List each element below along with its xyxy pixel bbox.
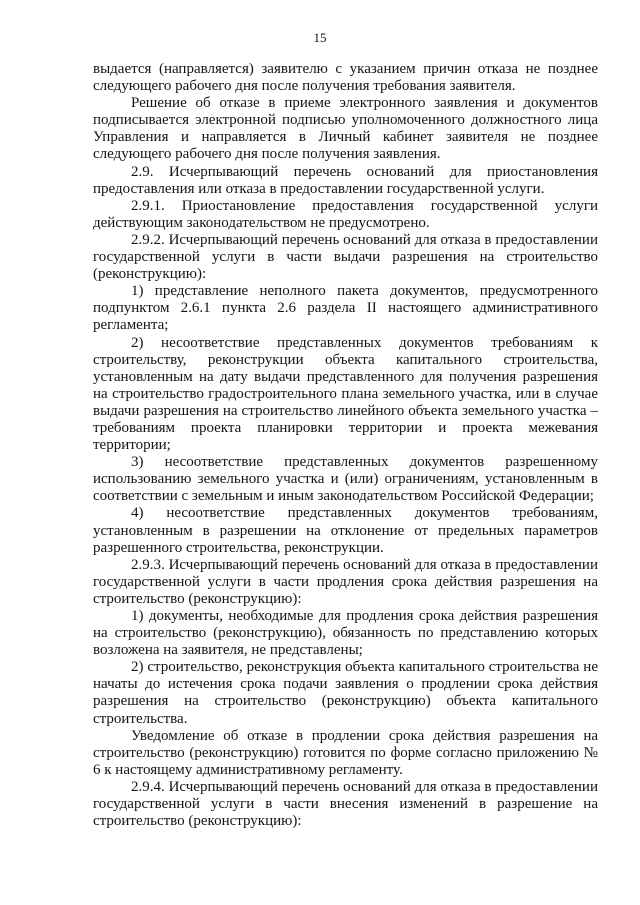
paragraph-2-9-4: 2.9.4. Исчерпывающий перечень оснований для отказа в предоставлении государственной услуги в части внесения изменений в разрешение на строительство (реконструкцию): [93,778,598,830]
paragraph-2-9-2: 2.9.2. Исчерпывающий перечень оснований для отказа в предоставлении государственной услуги в части выдачи разрешения на строительство (реконструкцию): [93,231,598,283]
list-item-2-9-3-1: 1) документы, необходимые для продления срока действия разрешения на строительство (реконструкцию), обязанность по представлению которых возложена на заявителя, не представлены; [93,608,598,659]
paragraph-continuation: выдается (направляется) заявителю с указанием причин отказа не позднее следующего рабочего дня после получения требования заявителя. [93,61,598,95]
page-number: 15 [313,30,327,45]
paragraph-2-9-3: 2.9.3. Исчерпывающий перечень оснований для отказа в предоставлении государственной услуги в части продления срока действия разрешения на строительство (реконструкцию): [93,556,598,607]
document-body [93,61,598,830]
list-item-2-9-2-1: 1) представление неполного пакета документов, предусмотренного подпунктом 2.6.1 пункта 2.6 раздела II настоящего административного регламента; [93,283,598,334]
paragraph-refusal-decision: Решение об отказе в приеме электронного заявления и документов подписывается электронной подписью уполномоченного должностного лица Управления и направляется в Личный кабинет заявителя не позднее следующего рабочего дня после получения заявления. [93,95,598,163]
list-item-2-9-2-4: 4) несоответствие представленных документов требованиям, установленным в разрешении на отклонение от предельных параметров разрешенного строительства, реконструкции. [93,505,598,556]
paragraph-notification: Уведомление об отказе в продлении срока действия разрешения на строительство (реконструкцию) готовится по форме согласно приложению № 6 к настоящему административному регламенту. [93,727,598,778]
list-item-2-9-2-2: 2) несоответствие представленных документов требованиям к строительству, реконструкции объекта капитального строительства, установленным на дату выдачи представленного для получения разрешения на строительство градостроительного плана земельного участка, или в случае выдачи разрешения на строительство линейного объекта земельного участка – требованиям проекта планировки территории и проекта межевания территории; [93,334,598,454]
list-item-2-9-3-2: 2) строительство, реконструкция объекта капитального строительства не начаты до истечения срока подачи заявления о продлении срока действия разрешения на строительство (реконструкцию) объекта капитального строительства. [93,659,598,727]
paragraph-2-9-1: 2.9.1. Приостановление предоставления государственной услуги действующим законодательством не предусмотрено. [93,197,598,231]
list-item-2-9-2-3: 3) несоответствие представленных документов разрешенному использованию земельного участка и (или) ограничениям, установленным в соответствии с земельным и иным законодательством Российской Федерации; [93,454,598,505]
paragraph-2-9: 2.9. Исчерпывающий перечень оснований для приостановления предоставления или отказа в предоставлении государственной услуги. [93,163,598,197]
